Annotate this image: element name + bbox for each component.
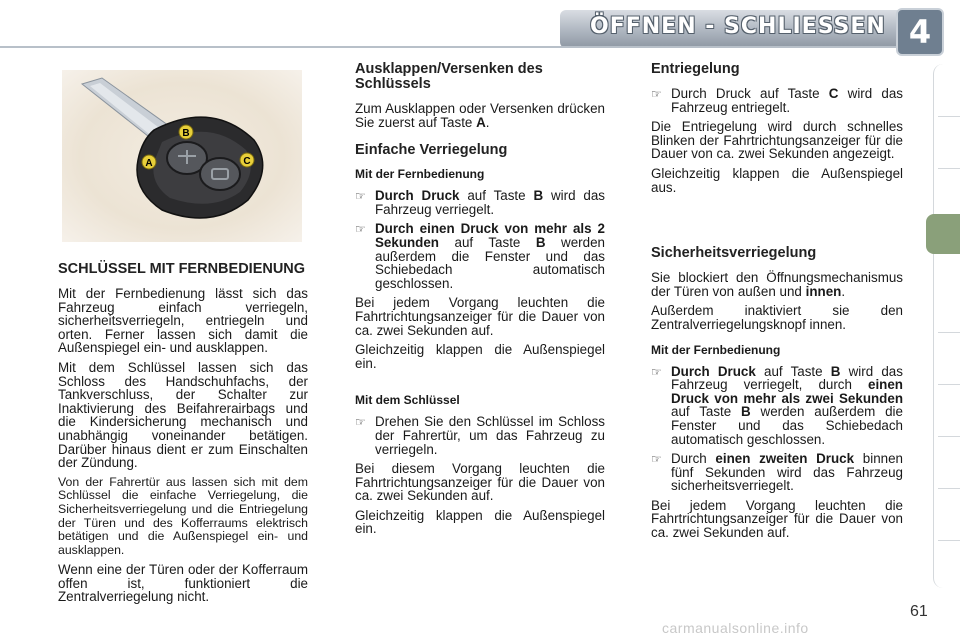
list-item: [355, 222, 605, 290]
hand-pointer-icon: ☞: [651, 364, 662, 379]
text: auf Taste: [467, 188, 526, 204]
text: Durch: [671, 451, 707, 467]
tab-divider: [938, 116, 960, 117]
text: werden außerdem die Fenster und das Schiebedach automatisch geschlossen.: [671, 404, 903, 447]
right-column: [651, 62, 903, 546]
heading-fold-key: Ausklappen/Versenken des Schlüssels: [355, 61, 543, 92]
text: Durch Druck auf Taste: [671, 86, 820, 101]
middle-column: [355, 62, 605, 542]
watermark: carmanualsonline.info: [662, 620, 809, 636]
list-item: [355, 189, 605, 216]
text: wird das Fahrzeug entriegelt.: [671, 86, 903, 115]
text: wird das Fahrzeug verriegelt.: [375, 188, 605, 217]
hand-pointer-icon: ☞: [651, 87, 662, 101]
heading-deadlocking: Sicherheitsverriegelung: [651, 245, 817, 262]
key-label: C: [828, 86, 839, 101]
text: auf Taste: [671, 404, 732, 420]
hand-pointer-icon: ☞: [355, 415, 366, 430]
page-title: ÖFFNEN - SCHLIESSEN: [590, 14, 886, 39]
text: wird das Fahrzeug verriegelt, durch: [671, 363, 903, 393]
paragraph: Bei diesem Vorgang leuchten die Fahrtrichtungsanzeiger für die Dauer von ca. zwei Sekunden auf.: [355, 461, 605, 504]
bold-text: Durch Druck: [671, 363, 756, 379]
subheading-remote: Mit der Fernbedienung: [651, 342, 781, 357]
page-header: [0, 0, 960, 56]
key-label: B: [741, 404, 751, 420]
paragraph: Gleichzeitig klappen die Außenspiegel ein.: [355, 507, 605, 537]
paragraph: Mit dem Schlüssel lassen sich das Schloss des Handschuhfachs, der Tankverschluss, der Schalter zur Inaktivierung des Beifahrerairbags und die Kindersicherung mechanisch und unabhängig voneinander betätigen. Darüber hinaus dient er zum Einschalten der Zündung.: [58, 359, 308, 471]
paragraph: Die Entriegelung wird durch schnelles Blinken der Fahrtrichtungsanzeiger für die Dauer von ca. zwei Sekunden angezeigt.: [651, 119, 903, 162]
label-b: B: [182, 128, 190, 139]
heading-remote-key: SCHLÜSSEL MIT FERNBEDIENUNG: [58, 261, 306, 277]
key-label: B: [535, 234, 546, 250]
paragraph: Bei jedem Vorgang leuchten die Fahrtrichtungsanzeiger für die Dauer von ca. zwei Sekunden auf.: [355, 295, 605, 338]
key-label: A: [476, 114, 486, 130]
remote-key-photo: [62, 70, 302, 242]
paragraph: Gleichzeitig klappen die Außenspiegel ein.: [355, 342, 605, 371]
paragraph: Mit der Fernbedienung lässt sich das Fahrzeug einfach verriegeln, sicherheitsverriegeln, entriegeln und orten. Ferner lassen sich damit die Außenspiegel ein- und ausklappen.: [58, 286, 308, 356]
text: binnen fünf Sekunden wird das Fahrzeug sicherheitsverriegelt.: [671, 451, 903, 494]
tab-divider: [938, 168, 960, 169]
text: werden außerdem die Fenster und das Schiebedach automatisch geschlossen.: [375, 234, 605, 291]
hand-pointer-icon: ☞: [355, 189, 366, 204]
subheading-key: Mit dem Schlüssel: [355, 393, 460, 408]
bold-text: Durch Druck: [375, 188, 460, 204]
text: auf Taste: [764, 363, 823, 379]
paragraph: Bei jedem Vorgang leuchten die Fahrtrichtungsanzeiger für die Dauer von ca. zwei Sekunden auf.: [651, 497, 903, 541]
list-item: [651, 452, 903, 493]
heading-simple-locking: Einfache Verriegelung: [355, 142, 508, 159]
chapter-number: 4: [896, 8, 944, 56]
remote-key-illustration: [62, 70, 302, 242]
paragraph: Wenn eine der Türen oder der Kofferraum offen ist, funktioniert die Zentralverriegelung nicht.: [58, 562, 308, 605]
page-number: 61: [910, 603, 928, 620]
paragraph: Außerdem inaktiviert sie den Zentralverriegelungsknopf innen.: [651, 303, 903, 332]
tab-divider: [938, 436, 960, 437]
label-c: C: [243, 156, 251, 167]
label-a: A: [145, 158, 153, 169]
hand-pointer-icon: ☞: [651, 452, 662, 467]
text: auf Taste: [454, 234, 521, 250]
list-item: [651, 87, 903, 114]
bold-text: einen zweiten Druck: [715, 451, 855, 467]
paragraph: Gleichzeitig klappen die Außenspiegel aus.: [651, 165, 903, 195]
list-item: [355, 415, 605, 456]
hand-pointer-icon: ☞: [355, 222, 366, 237]
tab-divider: [938, 540, 960, 541]
text: Sie blockiert den Öffnungsmechanismus der Türen von außen und: [651, 270, 903, 299]
paragraph: Von der Fahrertür aus lassen sich mit dem Schlüssel die einfache Verriegelung, die Sicherheitsverriegelung und die Entriegelung der Türen und des Kofferraums elektrisch betätigen und die Außenspiegel ein- und ausklappen.: [58, 474, 308, 557]
tab-divider: [938, 488, 960, 489]
list-item: [651, 365, 903, 447]
subheading-remote: Mit der Fernbedienung: [355, 167, 485, 182]
tab-divider: [938, 384, 960, 385]
header-rule: [0, 46, 900, 48]
bold-text: Durch einen Druck von mehr als 2 Sekunden: [375, 221, 605, 250]
paragraph: Zum Ausklappen oder Versenken drücken Sie zuerst auf Taste A.: [355, 101, 605, 130]
heading-unlocking: Entriegelung: [651, 61, 740, 77]
text: Drehen Sie den Schlüssel im Schloss der Fahrertür, um das Fahrzeug zu verriegeln.: [375, 414, 605, 457]
key-label: B: [830, 363, 841, 379]
key-label: B: [533, 188, 544, 204]
active-chapter-tab[interactable]: [926, 214, 960, 254]
tab-divider: [938, 332, 960, 333]
left-column: [58, 262, 308, 610]
bold-text: innen: [805, 283, 842, 299]
paragraph: Sie blockiert den Öffnungsmechanismus der Türen von außen und innen.: [651, 270, 903, 299]
chapter-tabs: [933, 64, 960, 588]
bold-text: einen Druck von mehr als zwei Sekunden: [671, 377, 903, 406]
text: Zum Ausklappen oder Versenken drücken Sie zuerst auf Taste: [355, 101, 605, 130]
